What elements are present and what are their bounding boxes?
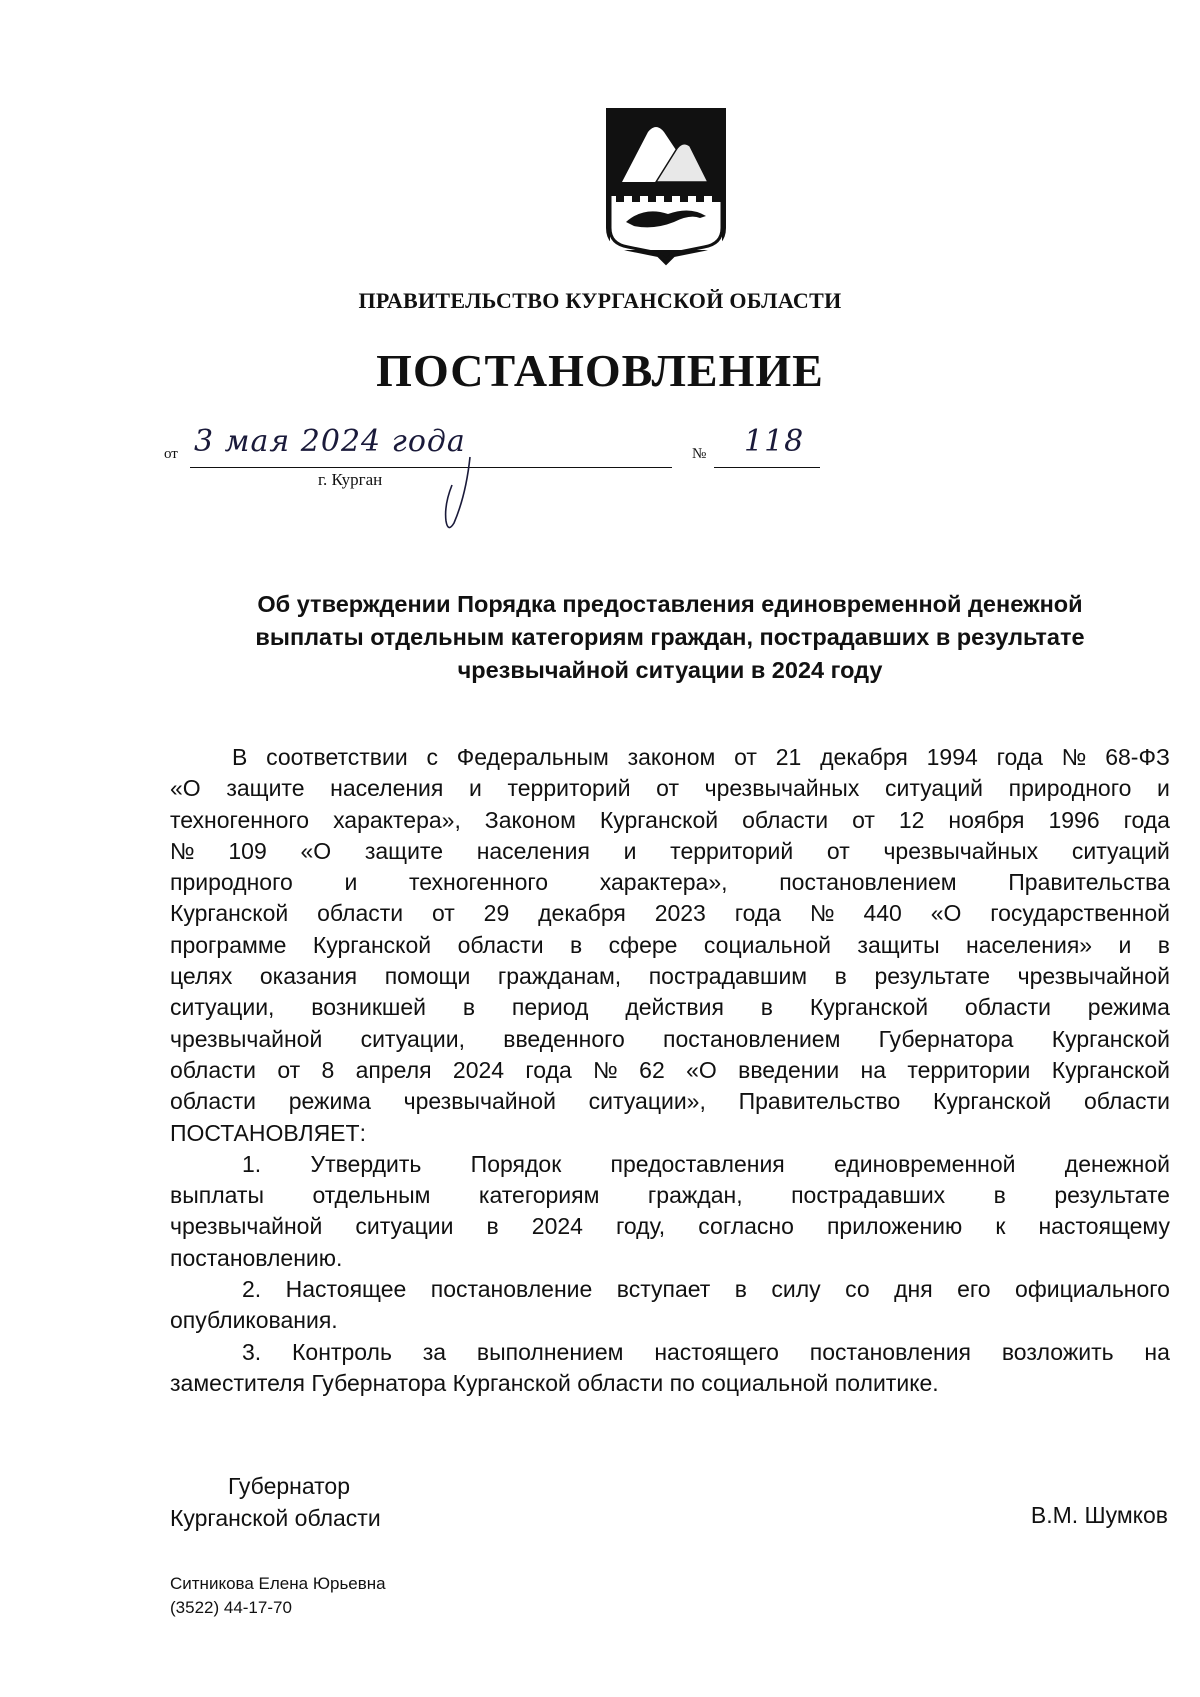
number-underline [714, 467, 820, 468]
date-underline [190, 467, 672, 468]
body-line: чрезвычайной ситуации в 2024 году, согласно приложению к настоящему [170, 1213, 1170, 1240]
body-line: ПОСТАНОВЛЯЕТ: [170, 1119, 366, 1146]
body-line: «О защите населения и территорий от чрезвычайных ситуаций природного и [170, 775, 1170, 802]
body-line: выплаты отдельным категориям граждан, пострадавших в результате [170, 1182, 1170, 1209]
body-line: техногенного характера», Законом Курганской области от 12 ноября 1996 года [170, 806, 1170, 833]
title-line: выплаты отдельным категориям граждан, пострадавших в результате [255, 624, 1085, 650]
body-line: природного и техногенного характера», постановлением Правительства [170, 869, 1170, 896]
body-line: 1. Утвердить Порядок предоставления единовременной денежной [242, 1150, 1170, 1177]
body-line: ситуации, возникшей в период действия в Курганской области режима [170, 994, 1170, 1021]
handwritten-date: 3 мая 2024 года [194, 424, 466, 459]
body-line: опубликования. [170, 1307, 338, 1334]
document-body [170, 742, 1170, 1399]
body-line: программе Курганской области в сфере социальной защиты населения» и в [170, 931, 1170, 958]
title-line: Об утверждении Порядка предоставления единовременной денежной [257, 591, 1083, 617]
executor-name: Ситникова Елена Юрьевна [170, 1574, 386, 1593]
body-line: 2. Настоящее постановление вступает в силу со дня его официального [242, 1276, 1170, 1303]
body-line: Курганской области от 29 декабря 2023 года № 440 «О государственной [170, 900, 1170, 927]
signatory-title-line: Курганской области [170, 1505, 381, 1531]
title-line: чрезвычайной ситуации в 2024 году [457, 657, 883, 683]
signatory-title [170, 1470, 381, 1534]
body-line: заместителя Губернатора Курганской области по социальной политике. [170, 1369, 939, 1396]
executor-phone: (3522) 44-17-70 [170, 1598, 292, 1617]
date-prefix: от [164, 446, 178, 462]
coat-of-arms-emblem [604, 106, 728, 266]
body-line: 3. Контроль за выполнением настоящего постановления возложить на [242, 1338, 1170, 1365]
body-line: чрезвычайной ситуации, введенного постановлением Губернатора Курганской [170, 1025, 1170, 1052]
signatory-title-line: Губернатор [228, 1473, 351, 1499]
body-line: № 109 «О защите населения и территорий от чрезвычайных ситуаций [170, 837, 1170, 864]
document-type: ПОСТАНОВЛЕНИЕ [376, 345, 824, 396]
body-line: В соответствии с Федеральным законом от 21 декабря 1994 года № 68-ФЗ [232, 744, 1170, 770]
issue-details [164, 424, 805, 470]
signatory-name: В.М. Шумков [1030, 1502, 1168, 1528]
executor-info [170, 1572, 386, 1620]
handwriting-flourish [440, 455, 480, 535]
body-line: целях оказания помощи гражданам, пострадавшим в результате чрезвычайной [170, 963, 1170, 990]
document-title [190, 588, 1150, 687]
organization-name: ПРАВИТЕЛЬСТВО КУРГАНСКОЙ ОБЛАСТИ [358, 288, 842, 313]
city-name: г. Курган [318, 470, 383, 489]
number-prefix: № [692, 446, 707, 462]
body-line: постановлению. [170, 1244, 343, 1271]
handwritten-number: 118 [744, 424, 805, 459]
body-line: области режима чрезвычайной ситуации», Правительство Курганской области [170, 1088, 1170, 1115]
body-line: области от 8 апреля 2024 года № 62 «О введении на территории Курганской [170, 1056, 1170, 1083]
